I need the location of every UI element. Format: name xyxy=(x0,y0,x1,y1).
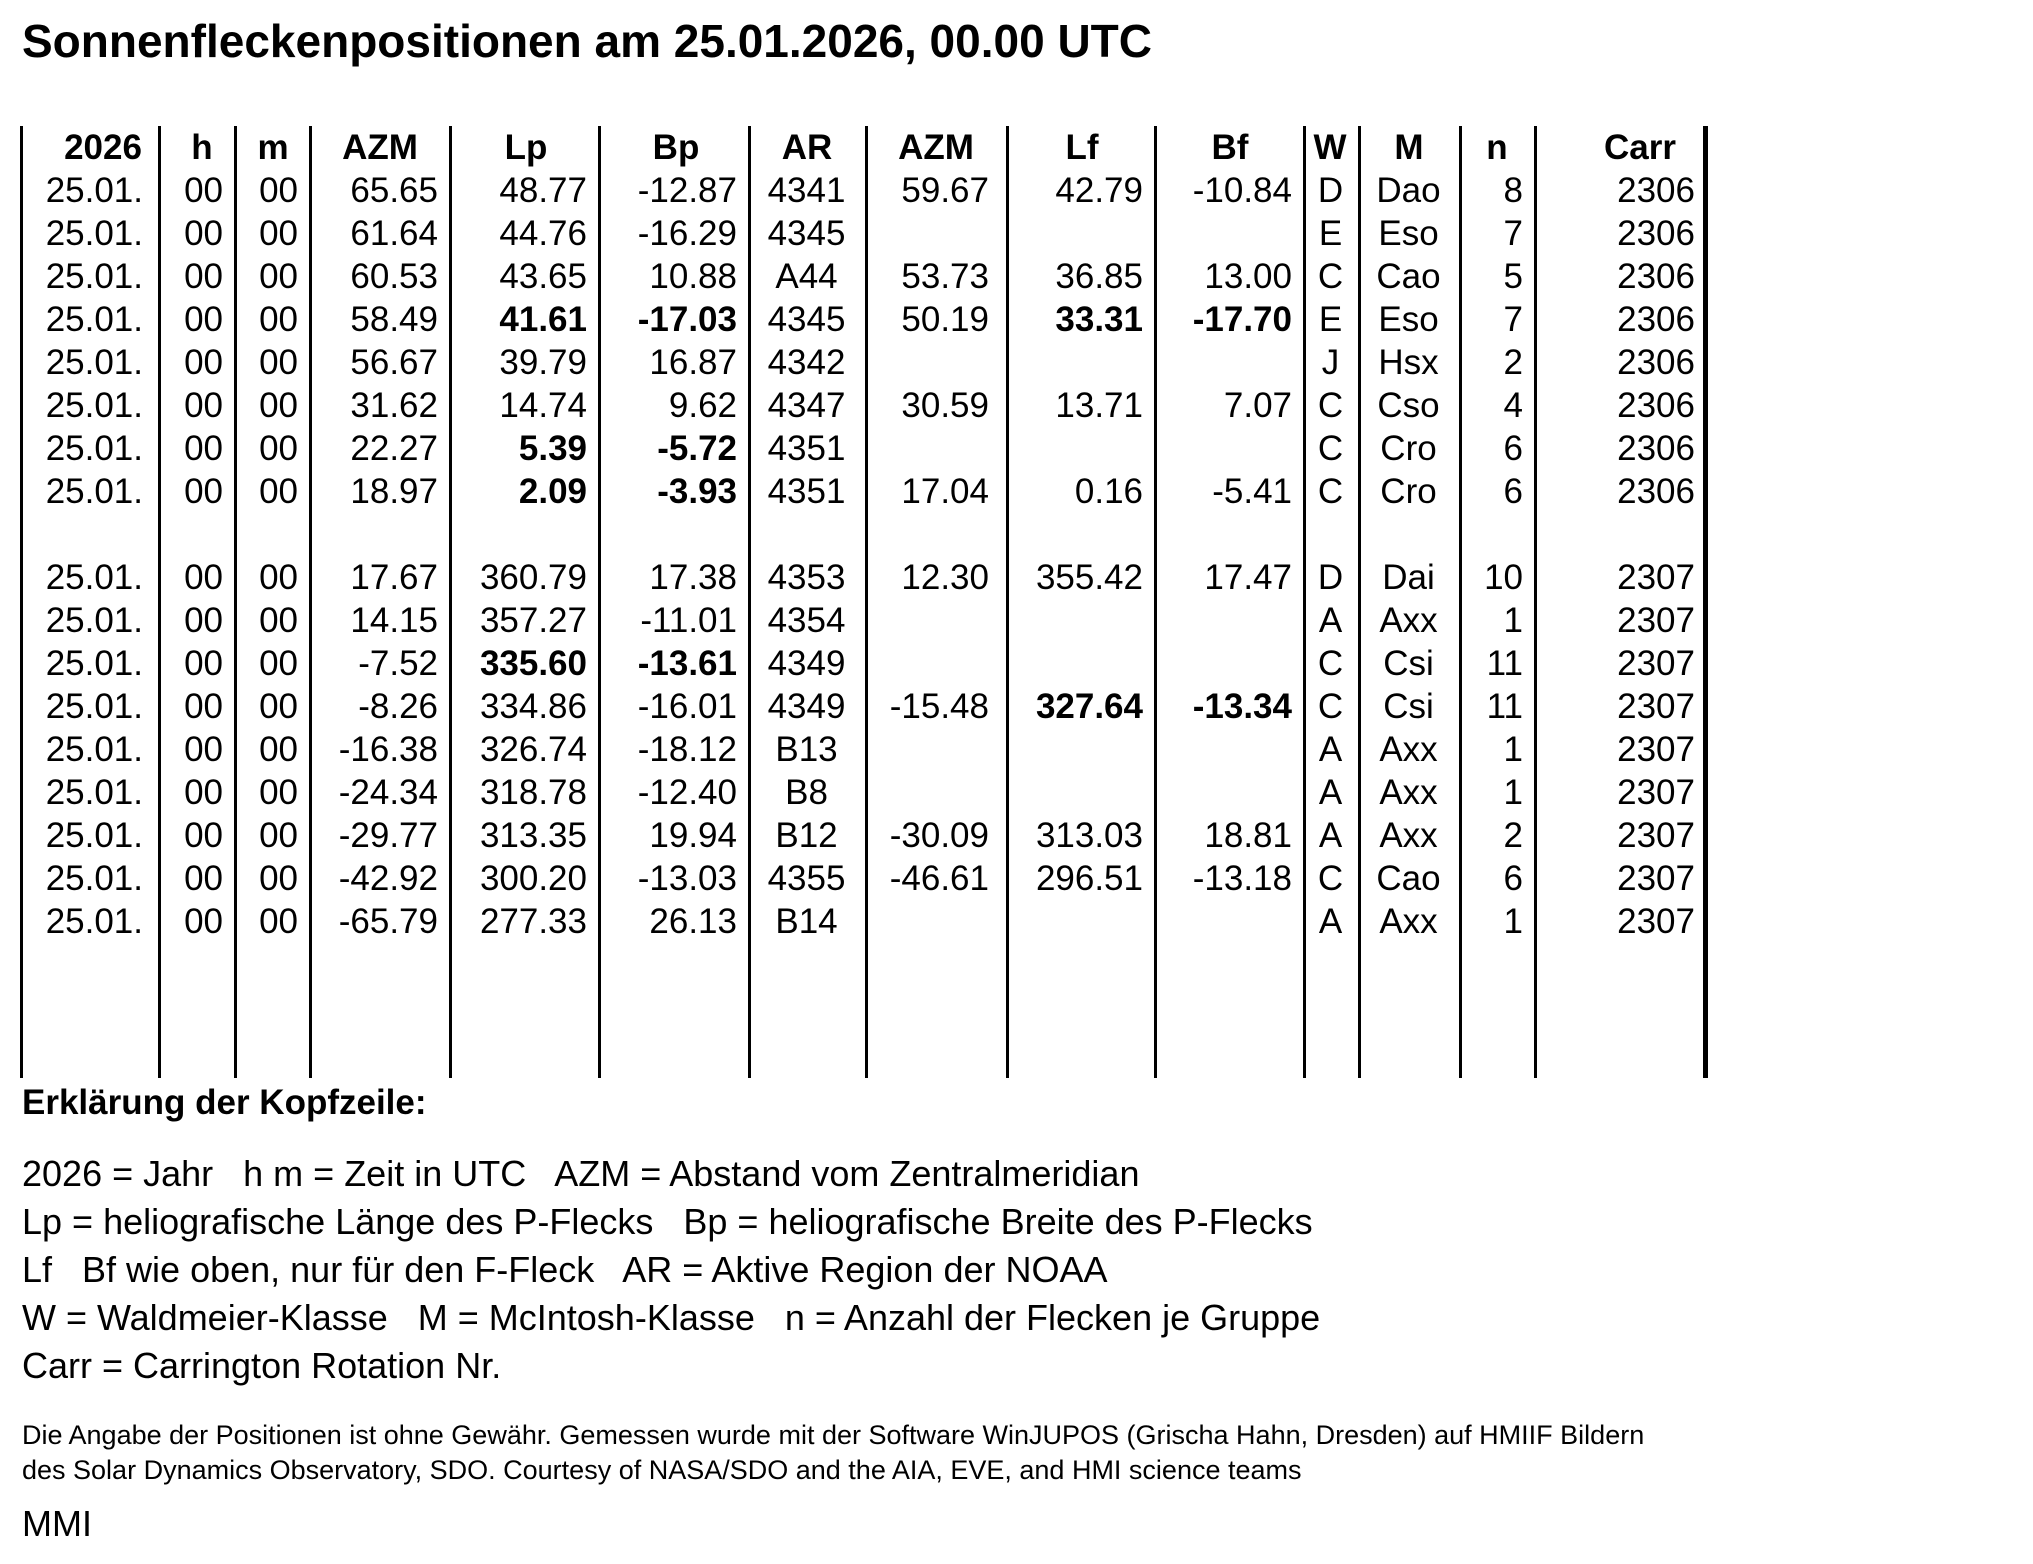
cell-hour: 00 xyxy=(184,343,223,382)
cell-bf: -13.18 xyxy=(1192,859,1292,898)
cell-carrington: 2307 xyxy=(1617,902,1695,941)
cell-lp: 335.60 xyxy=(479,644,587,683)
cell-carrington: 2307 xyxy=(1617,773,1695,812)
cell-lp: 360.79 xyxy=(479,558,587,597)
cell-bf xyxy=(1072,599,1292,642)
cell-minute: 00 xyxy=(259,171,298,210)
cell-azm-f: -46.61 xyxy=(889,859,989,898)
cell-waldmeier: J xyxy=(1321,343,1340,382)
cell-count: 7 xyxy=(1503,300,1523,339)
column-header-carrington: Carr xyxy=(1604,128,1676,167)
cell-bp: -13.61 xyxy=(637,644,737,683)
cell-lp: 326.74 xyxy=(479,730,587,769)
legend-line: Carr = Carrington Rotation Nr. xyxy=(22,1345,502,1386)
column-header-hour: h xyxy=(191,128,213,167)
cell-azm-f: 50.19 xyxy=(901,300,989,339)
cell-count: 1 xyxy=(1503,601,1523,640)
cell-bf xyxy=(1072,341,1292,384)
cell-minute: 00 xyxy=(259,687,298,726)
cell-bp: -5.72 xyxy=(657,429,737,468)
column-header-bp: Bp xyxy=(652,128,700,167)
cell-lp: 357.27 xyxy=(479,601,587,640)
cell-date: 25.01. xyxy=(45,859,143,898)
cell-minute: 00 xyxy=(259,773,298,812)
column-header-ar: AR xyxy=(781,128,833,167)
cell-bp: -16.01 xyxy=(637,687,737,726)
cell-minute: 00 xyxy=(259,343,298,382)
cell-bf: -13.34 xyxy=(1192,687,1292,726)
cell-lf: 13.71 xyxy=(1055,386,1143,425)
column-divider xyxy=(1703,126,1708,1078)
cell-carrington: 2306 xyxy=(1617,214,1695,253)
cell-azm-f: 17.04 xyxy=(901,472,989,511)
cell-azm-p: -16.38 xyxy=(338,730,438,769)
cell-lf: 42.79 xyxy=(1055,171,1143,210)
cell-azm-p: -7.52 xyxy=(358,644,438,683)
cell-bf: 18.81 xyxy=(1204,816,1292,855)
cell-minute: 00 xyxy=(259,472,298,511)
cell-count: 11 xyxy=(1486,644,1523,683)
cell-azm-p: -24.34 xyxy=(338,773,438,812)
legend-line: 2026 = Jahr h m = Zeit in UTC AZM = Abstand vom Zentralmeridian xyxy=(22,1153,1140,1194)
cell-bf: 17.47 xyxy=(1204,558,1292,597)
cell-count: 8 xyxy=(1503,171,1523,210)
author-signature: MMI xyxy=(22,1503,92,1544)
column-header-azm-f: AZM xyxy=(898,128,974,167)
cell-waldmeier: D xyxy=(1317,558,1344,597)
cell-carrington: 2306 xyxy=(1617,472,1695,511)
legend-line: W = Waldmeier-Klasse M = McIntosh-Klasse n = Anzahl der Flecken je Gruppe xyxy=(22,1297,1321,1338)
cell-waldmeier: C xyxy=(1317,257,1344,296)
cell-date: 25.01. xyxy=(45,472,143,511)
cell-carrington: 2306 xyxy=(1617,429,1695,468)
cell-waldmeier: C xyxy=(1317,429,1344,468)
cell-lp: 318.78 xyxy=(479,773,587,812)
cell-date: 25.01. xyxy=(45,558,143,597)
cell-hour: 00 xyxy=(184,773,223,812)
cell-azm-p: 58.49 xyxy=(350,300,438,339)
legend-title: Erklärung der Kopfzeile: xyxy=(22,1083,427,1122)
cell-lp: 5.39 xyxy=(518,429,587,468)
cell-bf xyxy=(1072,427,1292,470)
cell-hour: 00 xyxy=(184,558,223,597)
cell-minute: 00 xyxy=(259,429,298,468)
page-title: Sonnenfleckenpositionen am 25.01.2026, 00.00 UTC xyxy=(22,15,1152,67)
cell-hour: 00 xyxy=(184,214,223,253)
cell-lp: 48.77 xyxy=(499,171,587,210)
cell-mcintosh: Cao xyxy=(1376,859,1441,898)
cell-bp: 9.62 xyxy=(668,386,737,425)
cell-bf: 13.00 xyxy=(1204,257,1292,296)
cell-bp: -16.29 xyxy=(637,214,737,253)
cell-waldmeier: C xyxy=(1317,644,1344,683)
cell-date: 25.01. xyxy=(45,902,143,941)
cell-hour: 00 xyxy=(184,171,223,210)
cell-mcintosh: Axx xyxy=(1379,902,1438,941)
cell-lf: 313.03 xyxy=(1035,816,1143,855)
cell-minute: 00 xyxy=(259,730,298,769)
cell-minute: 00 xyxy=(259,902,298,941)
cell-ar: B14 xyxy=(775,902,838,941)
cell-lp: 313.35 xyxy=(479,816,587,855)
cell-carrington: 2306 xyxy=(1617,171,1695,210)
cell-ar: 4353 xyxy=(767,558,846,597)
cell-bp: -13.03 xyxy=(637,859,737,898)
cell-lp: 39.79 xyxy=(499,343,587,382)
column-header-lf: Lf xyxy=(1065,128,1099,167)
cell-azm-p: -65.79 xyxy=(338,902,438,941)
cell-minute: 00 xyxy=(259,386,298,425)
cell-count: 6 xyxy=(1503,429,1523,468)
cell-azm-p: 56.67 xyxy=(350,343,438,382)
cell-waldmeier: C xyxy=(1317,386,1344,425)
cell-bf xyxy=(1072,900,1292,943)
cell-mcintosh: Axx xyxy=(1379,773,1438,812)
cell-carrington: 2306 xyxy=(1617,343,1695,382)
cell-lf: 33.31 xyxy=(1055,300,1143,339)
cell-count: 2 xyxy=(1503,343,1523,382)
cell-count: 1 xyxy=(1503,902,1523,941)
cell-count: 11 xyxy=(1486,687,1523,726)
cell-minute: 00 xyxy=(259,214,298,253)
column-header-waldmeier: W xyxy=(1313,128,1347,167)
cell-count: 4 xyxy=(1503,386,1523,425)
cell-lf: 296.51 xyxy=(1035,859,1143,898)
cell-count: 7 xyxy=(1503,214,1523,253)
cell-lp: 41.61 xyxy=(499,300,587,339)
cell-mcintosh: Eso xyxy=(1378,300,1439,339)
cell-ar: A44 xyxy=(775,257,838,296)
cell-azm-f: 59.67 xyxy=(901,171,989,210)
cell-count: 6 xyxy=(1503,859,1523,898)
cell-date: 25.01. xyxy=(45,644,143,683)
cell-hour: 00 xyxy=(184,816,223,855)
cell-carrington: 2307 xyxy=(1617,644,1695,683)
legend-line: Lf Bf wie oben, nur für den F-Fleck AR = Aktive Region der NOAA xyxy=(22,1249,1108,1290)
cell-count: 6 xyxy=(1503,472,1523,511)
legend xyxy=(22,1150,1320,1390)
cell-carrington: 2307 xyxy=(1617,859,1695,898)
cell-mcintosh: Cao xyxy=(1376,257,1441,296)
cell-date: 25.01. xyxy=(45,730,143,769)
column-header-azm-p: AZM xyxy=(342,128,418,167)
cell-azm-p: -42.92 xyxy=(338,859,438,898)
sunspot-table xyxy=(20,126,1708,1078)
cell-hour: 00 xyxy=(184,386,223,425)
cell-mcintosh: Eso xyxy=(1378,214,1439,253)
cell-lp: 277.33 xyxy=(479,902,587,941)
cell-hour: 00 xyxy=(184,601,223,640)
cell-mcintosh: Axx xyxy=(1379,601,1438,640)
cell-lp: 2.09 xyxy=(518,472,587,511)
disclaimer xyxy=(22,1418,1644,1488)
cell-lf: 355.42 xyxy=(1035,558,1143,597)
cell-azm-p: 18.97 xyxy=(350,472,438,511)
cell-mcintosh: Dai xyxy=(1382,558,1435,597)
cell-waldmeier: C xyxy=(1317,472,1344,511)
cell-carrington: 2306 xyxy=(1617,300,1695,339)
cell-azm-f: -15.48 xyxy=(889,687,989,726)
cell-mcintosh: Cro xyxy=(1380,429,1437,468)
cell-ar: 4349 xyxy=(767,687,846,726)
legend-line: Lp = heliografische Länge des P-Flecks Bp = heliografische Breite des P-Flecks xyxy=(22,1201,1313,1242)
cell-lp: 300.20 xyxy=(479,859,587,898)
cell-date: 25.01. xyxy=(45,214,143,253)
cell-hour: 00 xyxy=(184,687,223,726)
cell-minute: 00 xyxy=(259,300,298,339)
cell-waldmeier: A xyxy=(1318,816,1343,855)
cell-hour: 00 xyxy=(184,257,223,296)
cell-ar: 4351 xyxy=(767,472,846,511)
column-header-lp: Lp xyxy=(504,128,548,167)
cell-waldmeier: A xyxy=(1318,730,1343,769)
cell-waldmeier: E xyxy=(1318,214,1343,253)
cell-hour: 00 xyxy=(184,644,223,683)
cell-ar: 4341 xyxy=(767,171,846,210)
cell-mcintosh: Cso xyxy=(1377,386,1440,425)
column-header-minute: m xyxy=(257,128,289,167)
cell-mcintosh: Axx xyxy=(1379,816,1438,855)
cell-carrington: 2307 xyxy=(1617,601,1695,640)
cell-bf xyxy=(1072,642,1292,685)
cell-bf xyxy=(1072,728,1292,771)
column-header-date: 2026 xyxy=(64,128,142,167)
cell-ar: 4342 xyxy=(767,343,846,382)
cell-ar: 4349 xyxy=(767,644,846,683)
cell-bf: -5.41 xyxy=(1212,472,1292,511)
cell-bp: 26.13 xyxy=(649,902,737,941)
cell-hour: 00 xyxy=(184,429,223,468)
cell-ar: 4345 xyxy=(767,214,846,253)
cell-bp: -12.40 xyxy=(637,773,737,812)
cell-ar: 4345 xyxy=(767,300,846,339)
cell-carrington: 2307 xyxy=(1617,816,1695,855)
cell-count: 1 xyxy=(1503,773,1523,812)
cell-azm-p: -29.77 xyxy=(338,816,438,855)
cell-minute: 00 xyxy=(259,601,298,640)
cell-mcintosh: Hsx xyxy=(1378,343,1439,382)
cell-date: 25.01. xyxy=(45,687,143,726)
cell-count: 5 xyxy=(1503,257,1523,296)
cell-azm-f: -30.09 xyxy=(889,816,989,855)
cell-azm-p: 60.53 xyxy=(350,257,438,296)
cell-carrington: 2306 xyxy=(1617,257,1695,296)
column-header-count: n xyxy=(1486,128,1508,167)
cell-mcintosh: Cro xyxy=(1380,472,1437,511)
column-header-bf: Bf xyxy=(1211,128,1249,167)
cell-ar: B8 xyxy=(785,773,828,812)
cell-bf: -17.70 xyxy=(1192,300,1292,339)
cell-bp: 10.88 xyxy=(649,257,737,296)
cell-carrington: 2307 xyxy=(1617,558,1695,597)
cell-carrington: 2307 xyxy=(1617,730,1695,769)
cell-azm-f: 30.59 xyxy=(901,386,989,425)
cell-waldmeier: A xyxy=(1318,902,1343,941)
cell-ar: B13 xyxy=(775,730,838,769)
cell-waldmeier: D xyxy=(1317,171,1344,210)
cell-date: 25.01. xyxy=(45,386,143,425)
cell-azm-p: 17.67 xyxy=(350,558,438,597)
cell-waldmeier: E xyxy=(1318,300,1343,339)
cell-hour: 00 xyxy=(184,300,223,339)
cell-lf: 36.85 xyxy=(1055,257,1143,296)
cell-date: 25.01. xyxy=(45,601,143,640)
cell-bf: 7.07 xyxy=(1223,386,1292,425)
cell-mcintosh: Csi xyxy=(1383,644,1434,683)
cell-bp: -11.01 xyxy=(640,601,737,640)
cell-lf: 0.16 xyxy=(1074,472,1143,511)
cell-bp: -12.87 xyxy=(637,171,737,210)
cell-bp: 17.38 xyxy=(649,558,737,597)
cell-mcintosh: Csi xyxy=(1383,687,1434,726)
cell-waldmeier: A xyxy=(1318,773,1343,812)
cell-waldmeier: C xyxy=(1317,859,1344,898)
cell-minute: 00 xyxy=(259,558,298,597)
cell-ar: 4347 xyxy=(767,386,846,425)
column-header-mcintosh: M xyxy=(1394,128,1424,167)
cell-azm-p: 14.15 xyxy=(350,601,438,640)
cell-date: 25.01. xyxy=(45,300,143,339)
cell-date: 25.01. xyxy=(45,171,143,210)
cell-bf xyxy=(1072,771,1292,814)
cell-hour: 00 xyxy=(184,730,223,769)
cell-lp: 334.86 xyxy=(479,687,587,726)
cell-azm-p: 22.27 xyxy=(350,429,438,468)
cell-date: 25.01. xyxy=(45,343,143,382)
cell-carrington: 2306 xyxy=(1617,386,1695,425)
cell-hour: 00 xyxy=(184,472,223,511)
cell-waldmeier: C xyxy=(1317,687,1344,726)
disclaimer-line: Die Angabe der Positionen ist ohne Gewähr. Gemessen wurde mit der Software WinJUPOS (Grischa Hahn, Dresden) auf HMIIF Bildern xyxy=(22,1420,1645,1450)
cell-bp: 16.87 xyxy=(649,343,737,382)
cell-bp: -17.03 xyxy=(637,300,737,339)
cell-count: 2 xyxy=(1503,816,1523,855)
cell-ar: 4355 xyxy=(767,859,846,898)
cell-count: 1 xyxy=(1503,730,1523,769)
cell-ar: 4351 xyxy=(767,429,846,468)
cell-ar: B12 xyxy=(775,816,838,855)
cell-bp: 19.94 xyxy=(649,816,737,855)
cell-minute: 00 xyxy=(259,257,298,296)
cell-date: 25.01. xyxy=(45,816,143,855)
cell-azm-p: 61.64 xyxy=(350,214,438,253)
cell-azm-p: 65.65 xyxy=(350,171,438,210)
cell-date: 25.01. xyxy=(45,429,143,468)
cell-date: 25.01. xyxy=(45,773,143,812)
cell-date: 25.01. xyxy=(45,257,143,296)
disclaimer-line: des Solar Dynamics Observatory, SDO. Courtesy of NASA/SDO and the AIA, EVE, and HMI science teams xyxy=(22,1455,1302,1485)
cell-mcintosh: Dao xyxy=(1376,171,1441,210)
cell-bf xyxy=(1072,212,1292,255)
cell-lp: 43.65 xyxy=(499,257,587,296)
cell-ar: 4354 xyxy=(767,601,846,640)
cell-lp: 44.76 xyxy=(499,214,587,253)
cell-hour: 00 xyxy=(184,859,223,898)
cell-azm-f: 12.30 xyxy=(901,558,989,597)
cell-hour: 00 xyxy=(184,902,223,941)
cell-minute: 00 xyxy=(259,816,298,855)
cell-bp: -18.12 xyxy=(637,730,737,769)
cell-bp: -3.93 xyxy=(657,472,737,511)
cell-lf: 327.64 xyxy=(1035,687,1143,726)
cell-lp: 14.74 xyxy=(499,386,587,425)
cell-azm-p: -8.26 xyxy=(358,687,438,726)
cell-count: 10 xyxy=(1484,558,1523,597)
cell-azm-p: 31.62 xyxy=(350,386,438,425)
cell-azm-f: 53.73 xyxy=(901,257,989,296)
cell-minute: 00 xyxy=(259,644,298,683)
cell-mcintosh: Axx xyxy=(1379,730,1438,769)
cell-minute: 00 xyxy=(259,859,298,898)
cell-waldmeier: A xyxy=(1318,601,1343,640)
cell-bf: -10.84 xyxy=(1192,171,1292,210)
cell-carrington: 2307 xyxy=(1617,687,1695,726)
